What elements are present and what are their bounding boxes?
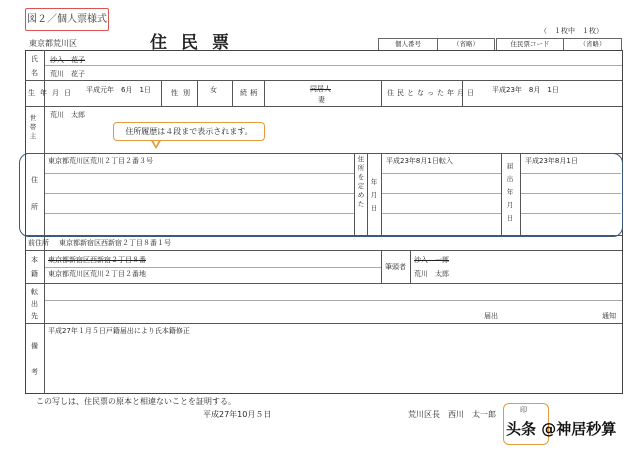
remarks-label-1: 備 [31,342,38,350]
notify-date-label: 届出年月日 [506,162,514,222]
former-relation: 同居人 [310,85,331,93]
sex-value: 女 [210,86,217,94]
col-divider [161,80,162,106]
address-label-1: 住 [31,176,38,184]
current-family-head: 荒川 太郎 [414,270,449,278]
row-divider [25,283,622,284]
remarks-label-2: 考 [31,368,38,376]
row-divider [25,323,622,324]
figure-label: 図２／個人票様式 [25,8,109,31]
row-divider [25,80,622,81]
page-count: （ １枚中 １枚） [540,27,603,35]
former-honseki: 東京都新宿区西新宿２丁目８番 [48,256,146,264]
moveout-label-2: 出 [31,300,38,308]
former-family-head: 沙入 一郎 [414,256,449,264]
row-divider [25,106,622,107]
row-divider-light [44,300,622,301]
relation-label: 続柄 [240,89,260,97]
col-divider [410,250,411,283]
moveout-tsuchi: 通知 [602,312,616,320]
address-label-2: 所 [31,203,38,211]
address-ymd-label: 年月日 [370,178,378,212]
remarks-value: 平成27年１月５日戸籍届出により氏本籍修正 [48,327,190,335]
honseki-label-1: 本 [31,256,38,264]
certification-text: この写しは、住民票の原本と相違ないことを証明する。 [36,397,236,406]
row-divider-light [44,65,622,66]
birthdate-label: 生年月日 [28,89,76,97]
notify-date-1: 平成23年8月1日 [525,157,578,165]
col-divider [381,250,382,283]
document-title: 住民票 [150,33,243,53]
name-label-2: 名 [31,69,38,77]
address-fixed-label: 住所を定めた [357,155,365,208]
current-name: 荒川 花子 [50,70,85,78]
col-divider [232,80,233,106]
row-divider-light [44,267,381,268]
name-label-1: 氏 [31,55,38,63]
current-relation: 妻 [318,96,325,104]
current-honseki: 東京都荒川区荒川２丁目２番地 [48,270,146,278]
issuing-office: 東京都荒川区 [29,39,77,48]
row-divider [25,250,622,251]
col-divider [197,80,198,106]
issue-date: 平成27年10月５日 [203,410,272,419]
former-name: 沙入 花子 [50,56,85,64]
moveout-notify: 届出 [484,312,498,320]
prev-address-label: 前住所 [28,239,49,247]
moveout-label-3: 先 [31,312,38,320]
juminhyo-code-label: 住民票コード [496,38,564,51]
col-divider [381,80,382,106]
householder-value: 荒川 太郎 [50,111,85,119]
prev-address-value: 東京都新宿区西新宿２丁目８番１号 [59,239,171,247]
family-head-label: 筆頭者 [385,263,406,271]
address-fixed-date-1: 平成23年8月1日転入 [386,157,453,165]
juminhyo-code-value: （省略） [563,38,622,51]
official-seal: 印 [520,406,527,414]
address-highlight-box [19,153,623,237]
watermark: 头条 @神居秒算 [506,420,617,438]
col-divider [264,80,265,106]
address-line-1: 東京都荒川区荒川２丁目２番３号 [48,157,153,165]
kojin-number-value: （省略） [437,38,495,51]
move-in-date-value: 平成23年 8月 1日 [492,86,559,94]
birthdate-value: 平成元年 6月 1日 [86,86,151,94]
address-history-callout: 住所履歴は４段まで表示されます。 [113,122,265,141]
moveout-label-1: 転 [31,288,38,296]
sex-label: 性別 [171,89,195,97]
mayor-signature: 荒川区長 西川 太一郎 [408,410,496,419]
honseki-label-2: 籍 [31,270,38,278]
kojin-number-label: 個人番号 [378,38,438,51]
householder-label: 世帯主 [29,114,37,140]
move-in-date-label: 住民となった年月日 [387,89,477,97]
